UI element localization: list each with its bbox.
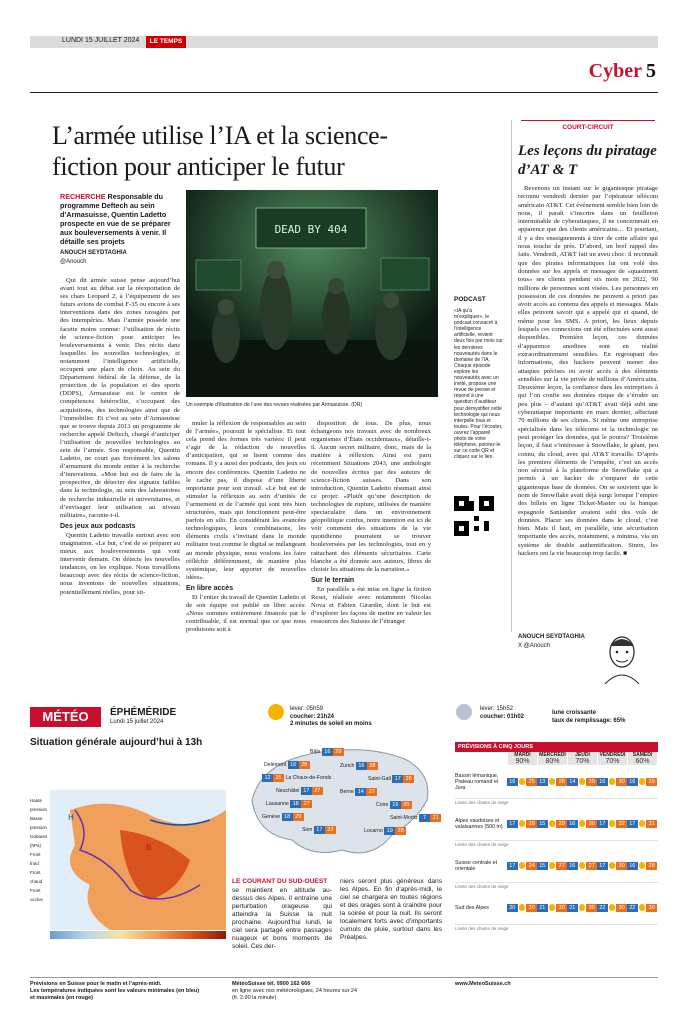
max-temp: 30 xyxy=(616,862,627,870)
max-temp: 31 xyxy=(646,820,657,828)
photo-illustration xyxy=(186,190,438,397)
forecast-cell xyxy=(567,778,597,786)
sun-icon xyxy=(609,778,616,785)
map-legend: Haute pression Basse pression Isobares (hPa) Front froid Front chaud Front occlus xyxy=(30,798,48,902)
ephemeris-date: Lundi 15 juillet 2024 xyxy=(110,719,164,725)
podcast-title: PODCAST xyxy=(454,296,486,303)
headline: L’armée utilise l’IA et la science-fiction pour anticiper le futur xyxy=(52,121,388,181)
snow-limit: Limite des chutes de neige xyxy=(455,926,509,931)
max-temp: 29 xyxy=(586,778,597,786)
subheading: Des jeux aux podcasts xyxy=(60,522,136,530)
forecast-cell xyxy=(597,904,627,912)
section-title xyxy=(589,60,656,83)
article-text: En parallèle a été mise en ligne la fiction Reset, réalisée avec notamment Nicolas Nova et Fabien Girardin, dont le but est d’explorer les façons de mettre en valeur les ressources des Suisses de l’étranger xyxy=(311,585,431,626)
article-photo xyxy=(186,190,438,397)
min-temp: 15 xyxy=(537,820,548,828)
max-temp: 27 xyxy=(556,862,567,870)
article-text: muler la réflexion de responsables au sein de l’armée», poursuit le spécialiste. Et tout cela prend des formes très variées: il peut s’agir de la rédaction de nouvelles d’anticipation, qui se lisent comme des romans. Il y a aussi des podcasts, des jeux ou encore des conférences. Quentin Ladetto ne le cache pas, il dispose d’une liberté importante pour son travail. «Le but est de stimuler la réflexion au sein d’unités de l’armement et de l’armée qui sont très bien structurées, mais qui fonctionnent peut-être parfois en silo. En considérant les avancées technologiques, leurs combinaisons, les éléments civils s’invitant dans le monde militaire tout comme le digital se mélangeant au monde physique, nous voulons les faire réfléchir différemment, de manière plus systémique, leur apporter de nouvelles idées». xyxy=(186,420,306,581)
min-temp: 20 xyxy=(507,904,518,912)
min-temp: 21 xyxy=(537,904,548,912)
max-temp: 28 xyxy=(646,862,657,870)
max-temp: 24 xyxy=(526,862,537,870)
min-temp: 16 xyxy=(627,778,638,786)
min-temp: 22 xyxy=(627,904,638,912)
qr-code[interactable] xyxy=(454,496,494,536)
moon-phase: lune croissante taux de remplissage: 65% xyxy=(552,710,626,724)
section-name: Cyber xyxy=(588,60,642,82)
column-handle: X @Anouch xyxy=(518,643,551,649)
sun-icon xyxy=(639,904,646,911)
forecast-cell xyxy=(597,862,627,870)
forecast-row xyxy=(455,765,658,799)
weather-label: MÉTÉO xyxy=(30,707,101,727)
max-temp: 27 xyxy=(586,862,597,870)
sun-icon xyxy=(609,820,616,827)
min-temp: 15 xyxy=(537,862,548,870)
sun-icon xyxy=(268,704,284,720)
forecast-cell xyxy=(537,820,567,828)
max-temp: 25 xyxy=(526,778,537,786)
footer-contact: MétéoSuisse tél. 0900 162 666 en ligne avec nos météorologues, 24 heures sur 24 (fr. 2.90 la minute) xyxy=(232,981,358,1001)
snow-limit: Limite des chutes de neige xyxy=(455,842,509,847)
forecast-rows xyxy=(455,765,658,933)
ephemeris-title: ÉPHÉMÉRIDE xyxy=(110,707,177,718)
forecast-cell xyxy=(507,862,537,870)
forecast-cell xyxy=(567,820,597,828)
max-temp: 29 xyxy=(646,778,657,786)
forecast-cell xyxy=(627,820,657,828)
forecast-day: JEUDI 70% xyxy=(567,752,597,765)
moon-icon xyxy=(456,704,472,720)
temperature-scale xyxy=(50,931,226,939)
photo-caption: Un exemple d’illustration de l’une des revues réalisées par Armasuisse. (DR) xyxy=(186,402,363,408)
sun-icon xyxy=(579,778,586,785)
min-temp: 17 xyxy=(627,820,638,828)
sun-icon xyxy=(639,862,646,869)
photo-screen-text: DEAD BY 404 xyxy=(274,223,348,236)
column-label xyxy=(521,120,655,139)
forecast-day: VENDREDI 70% xyxy=(597,752,627,765)
sun-times: lever: 05h59 coucher: 21h24 2 minutes de soleil en moins xyxy=(290,706,372,727)
sun-icon xyxy=(519,820,526,827)
min-temp: 16 xyxy=(567,862,578,870)
header-rule xyxy=(30,92,658,93)
footer-rule xyxy=(30,977,658,978)
min-temp: 16 xyxy=(627,862,638,870)
podcast-text: «IA qu’à m’expliquer», le podcast consacré à l’intelligence artificielle, revient deux fois par mois sur les dernières nouveautés dans le domaine de l’IA. Chaque épisode explore les nouveautés avec un invité, propose une revue de presse et répond à une question d’auditeur pour démystifier cette technologie qui nous interpelle tous et toutes. Pour l’écouter, ouvrez l’appareil photo de votre téléphone, pointez-le sur ce code QR et cliquez sur le lien. xyxy=(454,308,503,461)
forecast-region: Bassin lémanique, Plateau romand et Jura xyxy=(455,772,499,791)
forecast-region: Alpes vaudoises et valaisannes (500 m) xyxy=(455,817,503,830)
max-temp: 28 xyxy=(526,820,537,828)
forecast-region: Sud des Alpes xyxy=(455,904,489,911)
max-temp: 30 xyxy=(586,820,597,828)
europe-map xyxy=(50,790,226,940)
svg-text:B: B xyxy=(146,843,152,852)
sun-icon xyxy=(609,862,616,869)
forecast-day: MERCREDI 80% xyxy=(537,752,567,765)
max-temp: 26 xyxy=(556,778,567,786)
max-temp: 30 xyxy=(526,904,537,912)
sun-icon xyxy=(579,904,586,911)
city-temps-right: Zurich 16 28 Saint-Gall 17 26 Berne 14 27 Coire 16 30 Saint-Moritz 7 21 Locarno 19 28 xyxy=(340,760,441,838)
min-temp: 22 xyxy=(597,904,608,912)
min-temp: 16 xyxy=(507,778,518,786)
forecast-header: PRÉVISIONS À CINQ JOURS xyxy=(455,742,658,752)
forecast-cell xyxy=(537,862,567,870)
forecast-text-2: niers seront plus généreux dans les Alpes. En fin d’après-midi, le ciel se chargera en toutes régions et des orages sont à craindre pour la soirée et pour la nuit. Ils seront localement forts avec d’importants cumuls de pluie, surtout dans les Préalpes. xyxy=(340,878,442,941)
footer-link[interactable]: www.MeteoSuisse.ch xyxy=(455,981,511,987)
sun-icon xyxy=(549,778,556,785)
forecast-day: MARDI 90% xyxy=(507,752,537,765)
max-temp: 30 xyxy=(556,904,567,912)
min-temp: 17 xyxy=(597,820,608,828)
column-title: Les leçons du piratage d’AT & T xyxy=(518,143,657,178)
sun-icon xyxy=(519,778,526,785)
snow-limit: Limite des chutes de neige xyxy=(455,884,509,889)
forecast-cell xyxy=(537,904,567,912)
lead-text: Responsable du programme Deftech au sein d’Armasuisse, Quentin Ladetto prospecte en vue de se préparer aux bouleversements à venir. Il détaille ses projets xyxy=(60,192,171,246)
situation-title: Situation générale aujourd’hui à 13h xyxy=(30,737,203,748)
forecast-title: LE COURANT DU SUD-OUEST xyxy=(232,878,328,885)
qr-icon xyxy=(454,496,494,536)
article-text: Qui dit armée suisse pense aujourd’hui avant tout au débat sur la réexportation de ses chars Leopard 2, à l’équipement de ses futurs avions de combat F-35 ou encore à ses interventions dans des zones ravagées par des intempéries. Mais l’armée possède une facette moins connue: l’utilisation de récits de science-fiction pour anticiper les bouleversements à venir. Des récits dans lesquelles les nouvelles technologies, et notamment l’intelligence artificielle, occupent une place de choix. Au sein du Département fédéral de la défense, de la protection de la population et des sports (DDPS), Armasuisse est le centre de compétences hétéroclite, s’occupant des acquisitions, des technologies ainsi que de l’immobilier. Et c’est au sein d’Armasuisse que se trouve depuis 2013 un programme de recherche appelé Deftech, chargé d’anticiper l’utilisation de nouvelles technologies au sein de l’armée. Son responsable, Quentin Ladetto, ne court pas forcément les salons d’armement du monde entier à la recherche d’innovations. «Mon but est de faire de la prospective, de détecter des signaux faibles dans la technologie, au sein des laboratoires de recherche industrielle et universitaires, et d’envisager leur utilisation au niveau militaire», raconte-t-il. xyxy=(60,277,180,519)
forecast-region: Suisse centrale et orientale xyxy=(455,859,498,872)
forecast-cell xyxy=(627,904,657,912)
footer-notes: Prévisions en Suisse pour le matin et l’après-midi. Les températures indiquées sont les valeurs minimales (en bleu) et maximales (en rouge) xyxy=(30,981,200,1001)
author-portrait xyxy=(601,632,643,684)
article-column-1 xyxy=(60,277,180,667)
forecast-row xyxy=(455,891,658,925)
article-text: disposition de tous. De plus, nous échangeons nos travaux avec de nombreux organismes d’États occidentaux», détaille-t-il. Aucun secret militaire, donc, mais de la matière à réflexion. Ainsi est paru récemment Situations 2043, une anthologie de nouvelles écrites par des auteurs de science-fiction suisses. Dans son introduction, Quentin Ladetto résumait ainsi ce projet: «Plutôt qu’une description de technologies de rupture, utilisées de manière spectaculaire dans un environnement géopolitique confus, notre intention est ici de voir comment des situations de la vie quotidienne pourraient se trouver bouleversées par les technologies, tout en y rattachant des éléments sécuritaires. Carte blanche a été donnée aux auteurs, libres de choisir les situations de la narration.» xyxy=(311,420,431,573)
forecast-text-1: se maintient en altitude au-dessus des Alpes. Il entraîne une perturbation orageuse qui atteindra la Suisse la nuit prochaine. Aujourd’hui lundi, le ciel sera partagé entre passages nuageux et bons moments de soleil. Ces der- xyxy=(232,887,332,950)
max-temp: 32 xyxy=(616,820,627,828)
snow-limit: Limite des chutes de neige xyxy=(455,800,509,805)
page-number: 5 xyxy=(646,60,656,82)
min-temp: 21 xyxy=(567,904,578,912)
sun-icon xyxy=(549,820,556,827)
column-author: ANOUCH SEYDTAGHIA xyxy=(518,634,585,640)
paper-logo: LE TEMPS xyxy=(146,36,186,48)
min-temp: 16 xyxy=(597,778,608,786)
forecast-row xyxy=(455,807,658,841)
sun-icon xyxy=(549,904,556,911)
sun-icon xyxy=(579,862,586,869)
max-temp: 30 xyxy=(616,904,627,912)
city-temps-left: Bâle 16 29 Delémont 16 28 12 25 La Chaux-de-Fonds Neuchâtel 17 27 Lausanne 18 27 Genève 18 29 Sion 17 32 xyxy=(262,746,344,837)
moon-times: lever: 15h52 coucher: 01h02 xyxy=(480,706,525,720)
issue-date: LUNDI 15 JUILLET 2024 xyxy=(62,37,140,44)
max-temp: 28 xyxy=(556,820,567,828)
subheading: Sur le terrain xyxy=(311,576,355,584)
max-temp: 30 xyxy=(616,778,627,786)
column-label-text: COURT-CIRCUIT xyxy=(558,124,617,131)
sun-icon xyxy=(519,904,526,911)
max-temp: 30 xyxy=(646,904,657,912)
subheading: En libre accès xyxy=(186,584,234,592)
min-temp: 17 xyxy=(597,862,608,870)
article-text: Et l’entier du travail de Quentin Ladetto et de son équipe est publié en libre accès: «Nous sommes entièrement financés par le contribuable, il est normal que ce que nous produisons soit à xyxy=(186,593,306,634)
min-temp: 16 xyxy=(567,820,578,828)
lead xyxy=(60,192,180,246)
forecast-cell xyxy=(507,904,537,912)
forecast-row xyxy=(455,849,658,883)
forecast-cell xyxy=(627,862,657,870)
forecast-cell xyxy=(597,778,627,786)
article-column-3 xyxy=(311,420,431,667)
sun-icon xyxy=(519,862,526,869)
forecast-day: SAMEDI 60% xyxy=(627,752,657,765)
column-text: Revenons un instant sur le gigantesque piratage reconnu vendredi dernier par l’opérateur télécom américain AT&T. Cet événement semble bien loin de nous, il paraît s’inscrire dans un feuilleton interminable de cyberattaques, il ne concernerait en apparence que des clients américains… Et pourtant, il y a des enseignements à tirer de cette affaire qui nous touche de près. D’abord, un bref rappel des faits. Vendredi, AT&T fait un aveu choc: il reconnaît que des pirates informatiques lui ont volé des données sur les appels et messages de «quasiment tous» ses clients pendant six mois en 2022, 90 millions de personnes sont visées. Les personnes en possession de ces données ne peuvent a priori pas avoir accès au contenu des appels et messages. Mais elles peuvent savoir qui a appelé qui et quand, de même pour les SMS. A priori, les lieux depuis lesquels ces connexions ont été effectuées sont aussi disponibles. Première leçon, ces données d’apparence anodines sont en réalité extraordinairement sensibles. En regroupant des informations, des hackers peuvent mener des attaques précises ou avoir accès à des éléments sensibles sur la vie privée de millions d’Américains. Deuxième leçon, la confiance dans les entreprises à qui l’on confie ses données risque de s’éroder un peu plus – d’autant qu’AT&T avait déjà subi une cyberattaque importante en mars dernier, affectant 70 millions de ses clients. Si même une entreprise spécialisée dans les télécoms et la technologie ne peut protéger les données, qui le pourra? Troisième leçon, il faut s’intéresser à Snowflake, le géant, peu connu, du cloud, avec qui AT&T travaille. D’après les premiers éléments de l’enquête, c’est un accès non sécurisé à la plateforme de Snowflake qui a permis à un hacker de s’emparer de cette gigantesque base de données. On se souvient que le nom de Snowflake avait déjà surgi lorsque l’empire des billets en ligne Ticket-Master ou la banque espagnole Santander avaient subi des vols de données. Placer ses données dans le cloud, c’est bien. Mais il faut, en parallèle, une sécurisation importante des accès, notamment, a minima, via un système de double authentification. Sinon, les hackers ont la vie beaucoup trop facile. ■ xyxy=(518,185,658,558)
sun-icon xyxy=(609,904,616,911)
min-temp: 17 xyxy=(507,820,518,828)
sun-icon xyxy=(639,778,646,785)
five-day-forecast xyxy=(455,742,658,933)
forecast-days xyxy=(507,752,658,765)
min-temp: 17 xyxy=(507,862,518,870)
sun-icon xyxy=(579,820,586,827)
forecast-cell xyxy=(567,904,597,912)
sun-icon xyxy=(549,862,556,869)
forecast-cell xyxy=(567,862,597,870)
forecast-cell xyxy=(627,778,657,786)
kicker: RECHERCHE xyxy=(60,192,106,201)
forecast-cell xyxy=(537,778,567,786)
byline-handle: @Anouch xyxy=(60,259,87,265)
byline: ANOUCH SEYDTAGHIA xyxy=(60,250,127,256)
article-text: Quentin Ladetto travaille surtout avec son imagination. «Le but, c’est de se préparer au mieux aux bouleversements qui vont intervenir demain. On détecte les nouvelles tendances, on les explique. Nous travaillons beaucoup avec des récits de science-fiction, nous inventons de nouvelles situations, potentiellement réelles, pour sti- xyxy=(60,531,180,596)
forecast-cell xyxy=(507,778,537,786)
sun-icon xyxy=(639,820,646,827)
forecast-cell xyxy=(597,820,627,828)
min-temp: 14 xyxy=(567,778,578,786)
svg-text:H: H xyxy=(68,813,75,822)
max-temp: 30 xyxy=(586,904,597,912)
min-temp: 13 xyxy=(537,778,548,786)
article-column-2 xyxy=(186,420,306,667)
forecast-cell xyxy=(507,820,537,828)
